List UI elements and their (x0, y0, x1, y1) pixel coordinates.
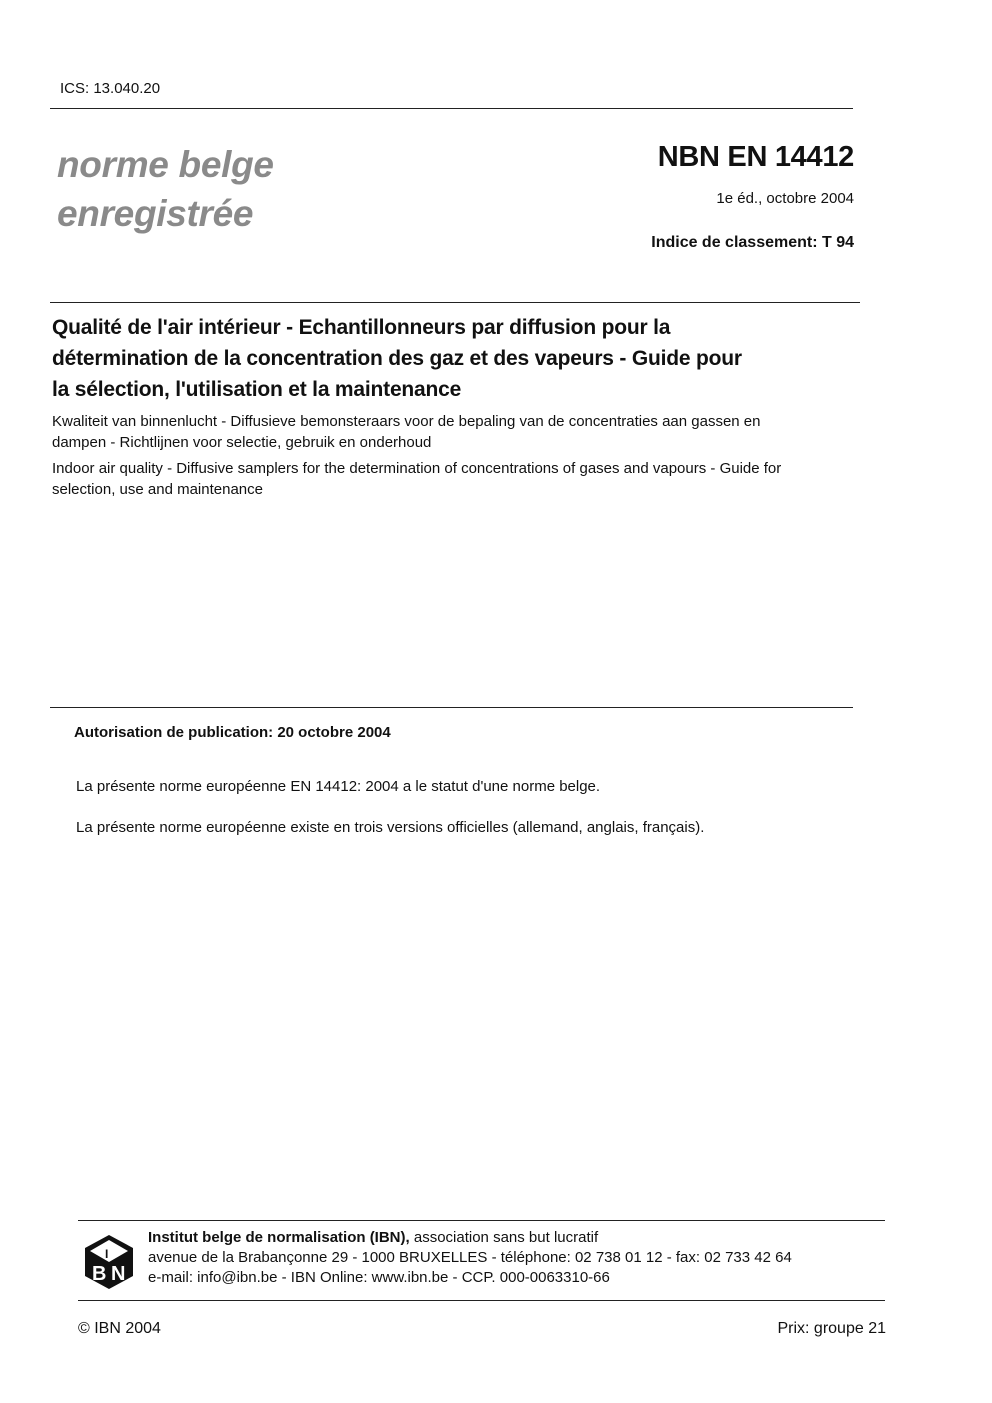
svg-text:B: B (92, 1263, 107, 1285)
institute-suffix: association sans but lucratif (409, 1229, 599, 1246)
ibn-logo-icon (84, 1234, 134, 1290)
copyright: © IBN 2004 (78, 1320, 161, 1337)
top-divider (50, 108, 853, 109)
norme-belge-label (57, 140, 274, 238)
title-french (52, 312, 852, 405)
title-en-line-1: Indoor air quality - Diffusive samplers for the determination of concentrations of gases and vapours - Guide for (52, 460, 782, 477)
price-group: Prix: groupe 21 (777, 1320, 886, 1337)
title-divider (50, 302, 860, 303)
institute-contact: e-mail: info@ibn.be - IBN Online: www.ibn.be - CCP. 000-0063310-66 (148, 1269, 610, 1286)
versions-paragraph: La présente norme européenne existe en trois versions officielles (allemand, anglais, français). (76, 819, 705, 836)
footer-top-divider (78, 1220, 885, 1221)
status-paragraph: La présente norme européenne EN 14412: 2004 a le statut d'une norme belge. (76, 778, 601, 795)
title-fr-line-2: détermination de la concentration des gaz et des vapeurs - Guide pour (52, 347, 742, 370)
institute-line (148, 1228, 888, 1248)
title-nl-line-2: dampen - Richtlijnen voor selectie, gebruik en onderhoud (52, 434, 432, 451)
title-fr-line-1: Qualité de l'air intérieur - Echantillonneurs par diffusion pour la (52, 316, 671, 339)
title-fr-line-3: la sélection, l'utilisation et la maintenance (52, 378, 462, 401)
institute-name: Institut belge de normalisation (IBN), (148, 1229, 410, 1246)
title-english (52, 458, 872, 500)
title-nl-line-1: Kwaliteit van binnenlucht - Diffusieve bemonsteraars voor de bepaling van de concentraties aan gassen en (52, 413, 761, 430)
ics-code: ICS: 13.040.20 (60, 80, 161, 97)
norme-line-1: norme belge (57, 144, 274, 185)
norme-line-2: enregistrée (57, 193, 254, 234)
edition-date: 1e éd., octobre 2004 (716, 190, 854, 207)
institute-address: avenue de la Brabançonne 29 - 1000 BRUXELLES - téléphone: 02 738 01 12 - fax: 02 733 42 64 (148, 1249, 792, 1266)
title-dutch (52, 411, 857, 453)
standard-number: NBN EN 14412 (657, 141, 854, 173)
institute-info (148, 1228, 888, 1288)
title-en-line-2: selection, use and maintenance (52, 481, 263, 498)
svg-text:N: N (111, 1263, 126, 1285)
body-divider (50, 707, 853, 708)
classification-index: Indice de classement: T 94 (651, 234, 854, 251)
publication-authorisation: Autorisation de publication: 20 octobre 2004 (74, 724, 391, 741)
footer-bottom-divider (78, 1300, 885, 1301)
svg-text:I: I (105, 1247, 109, 1261)
